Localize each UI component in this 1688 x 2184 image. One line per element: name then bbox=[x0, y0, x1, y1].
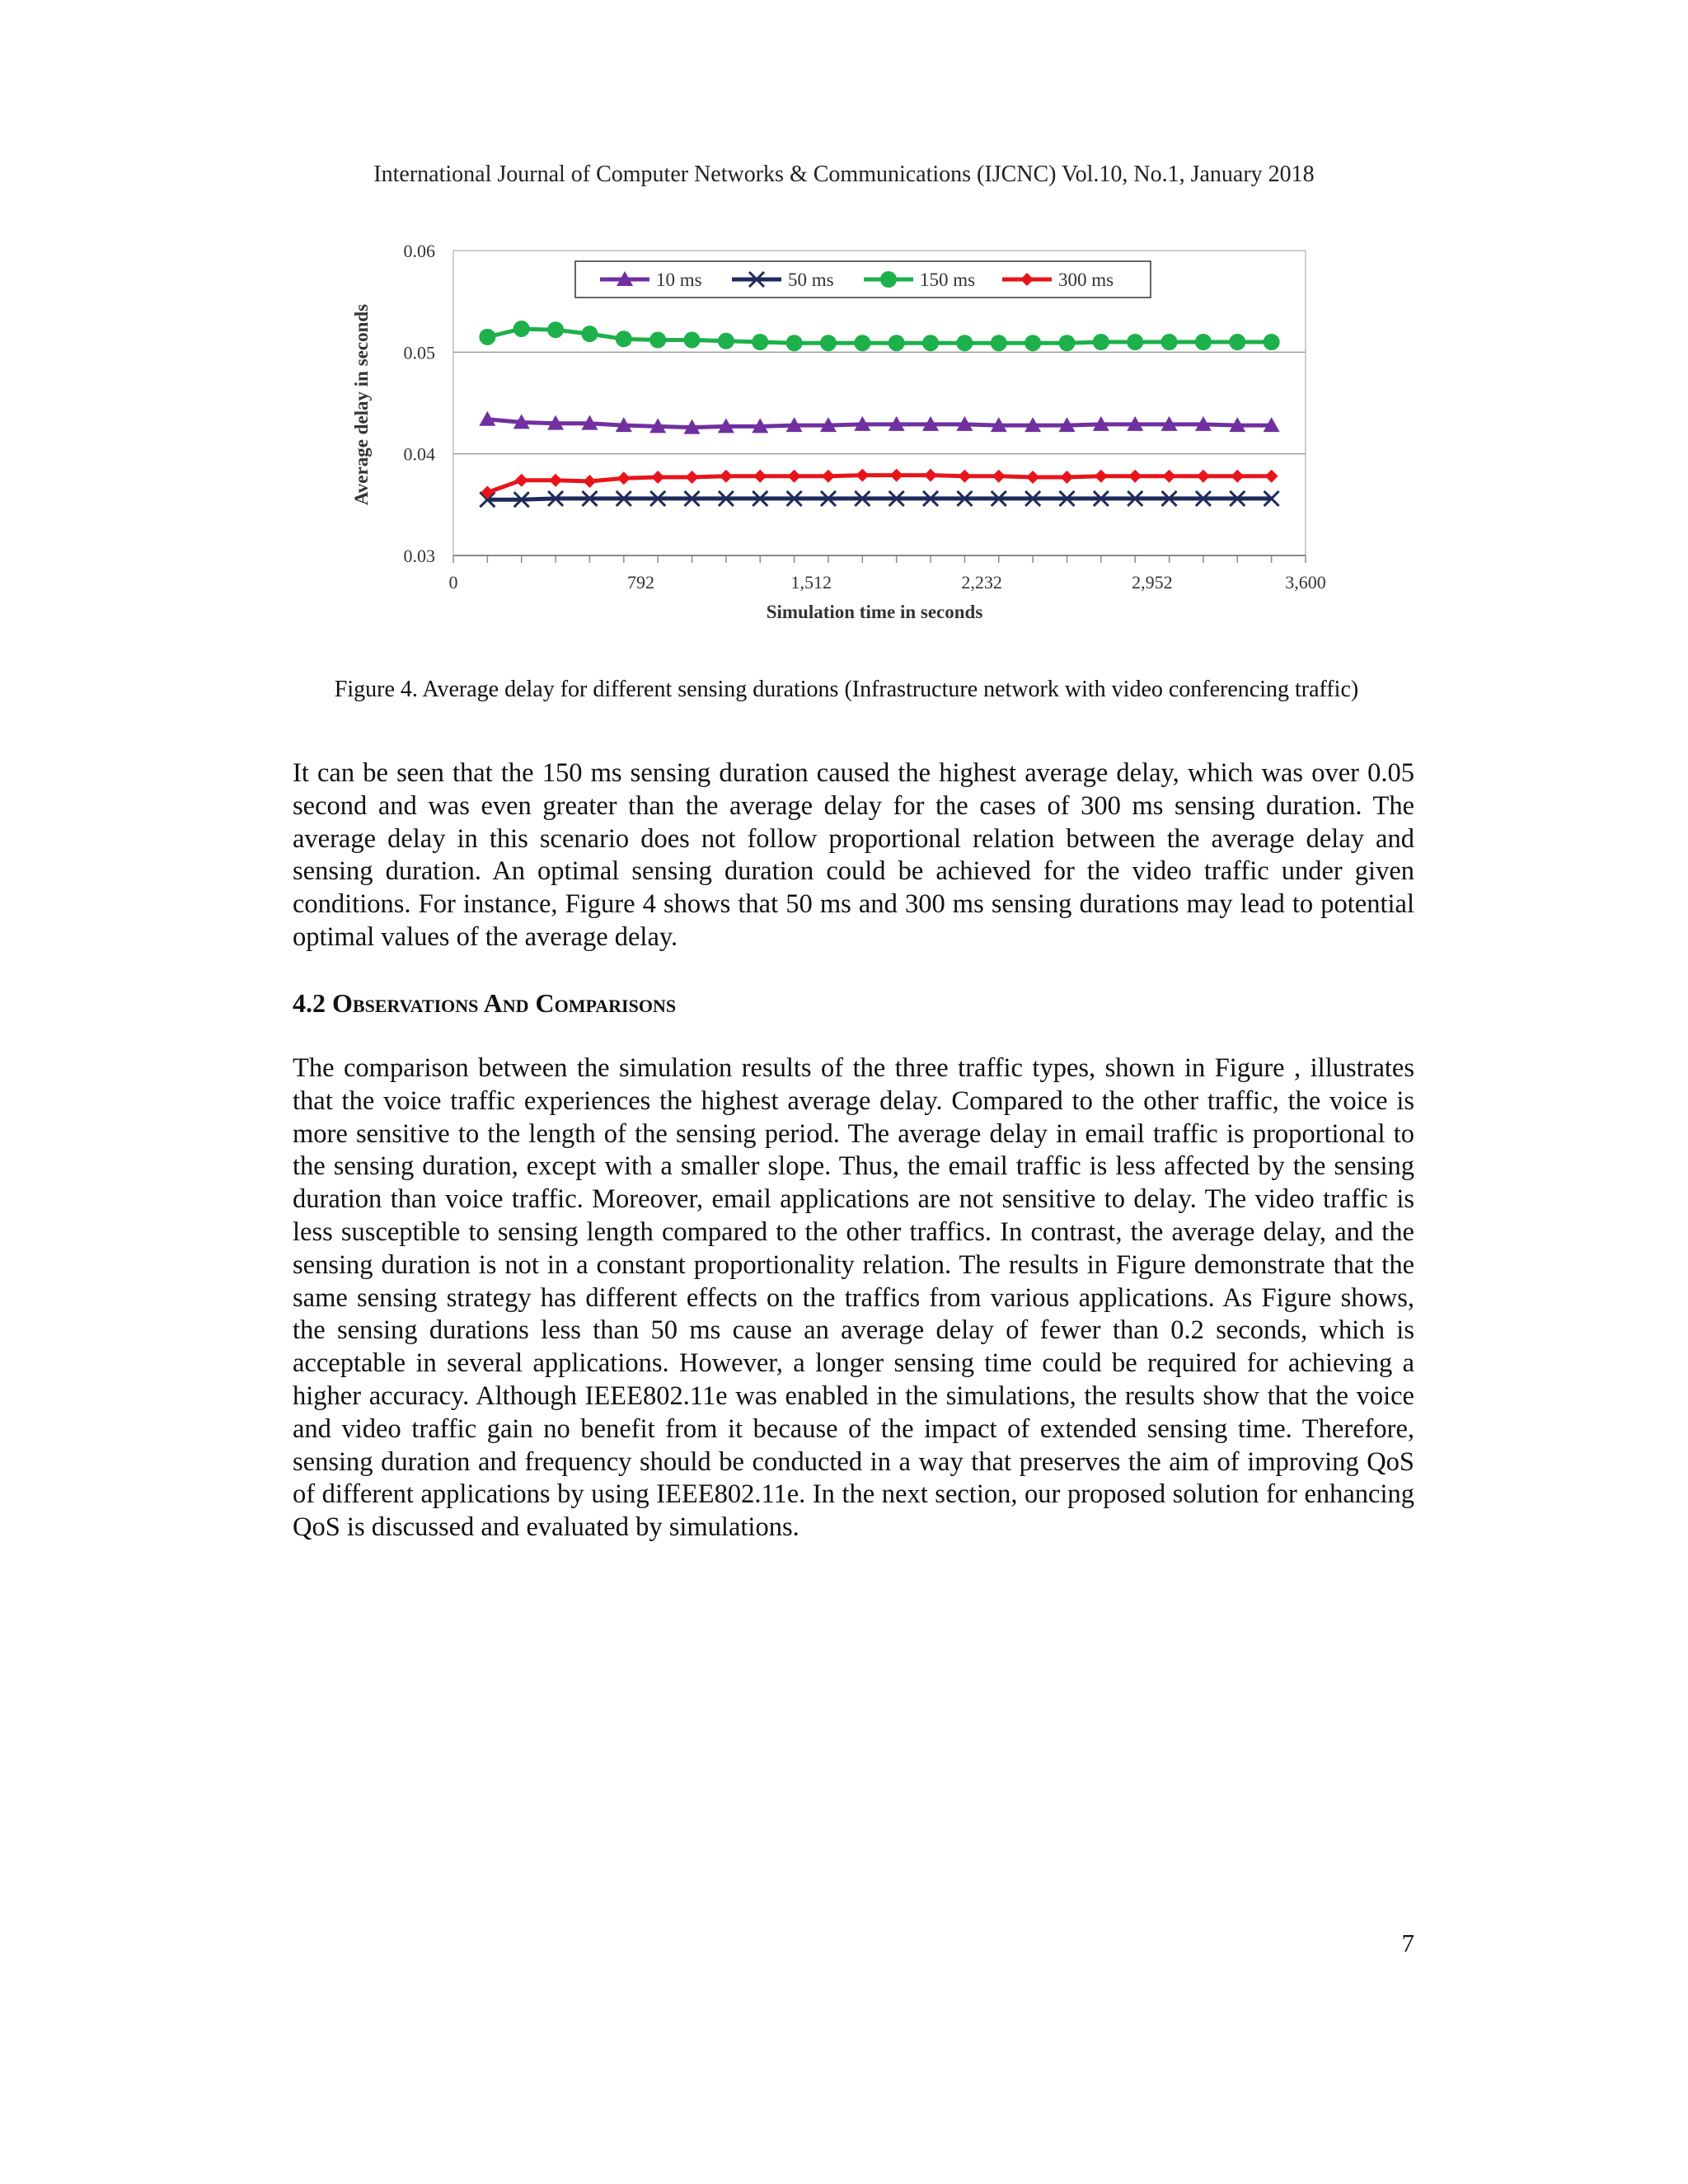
data-point-150-ms bbox=[547, 321, 564, 338]
page-number: 7 bbox=[1401, 1929, 1414, 1957]
x-tick-label: 2,952 bbox=[1132, 572, 1173, 593]
legend-label: 300 ms bbox=[1058, 269, 1114, 290]
data-point-150-ms bbox=[1058, 335, 1075, 351]
legend-swatch-marker bbox=[880, 271, 897, 288]
legend-label: 10 ms bbox=[656, 269, 702, 290]
y-tick-label: 0.05 bbox=[403, 342, 435, 363]
x-tick-label: 1,512 bbox=[790, 572, 832, 593]
data-point-300-ms bbox=[1231, 470, 1244, 483]
data-point-300-ms bbox=[1095, 470, 1108, 483]
data-point-150-ms bbox=[649, 332, 666, 349]
data-point-150-ms bbox=[616, 330, 632, 347]
data-point-300-ms bbox=[890, 469, 903, 482]
data-point-150-ms bbox=[479, 329, 495, 345]
data-point-150-ms bbox=[889, 335, 905, 351]
data-point-300-ms bbox=[992, 470, 1006, 483]
y-tick-label: 0.06 bbox=[403, 241, 435, 261]
data-point-150-ms bbox=[956, 335, 973, 351]
paragraph-video-delay-analysis: It can be seen that the 150 ms sensing duration caused the highest average delay, which was over 0.05 second and was even greater than the average delay for the cases of 300 ms sensing duration. The average delay in this scenario does not follow proportional relation between the average delay and sensing duration. An optimal sensing duration could be achieved for the video traffic under given conditions. For instance, Figure 4 shows that 50 ms and 300 ms sensing durations may lead to potential optimal values of the average delay. bbox=[293, 758, 1414, 952]
data-point-300-ms bbox=[1060, 471, 1073, 484]
section-heading bbox=[293, 988, 676, 1019]
data-point-300-ms bbox=[924, 469, 937, 482]
legend-label: 50 ms bbox=[788, 269, 834, 290]
data-point-300-ms bbox=[1265, 470, 1278, 483]
data-point-300-ms bbox=[481, 486, 494, 499]
data-point-300-ms bbox=[686, 471, 699, 484]
x-axis-title: Simulation time in seconds bbox=[766, 602, 983, 622]
data-point-150-ms bbox=[1093, 334, 1109, 350]
x-tick-label: 0 bbox=[448, 572, 458, 593]
x-tick-label: 792 bbox=[626, 572, 654, 593]
series-line-10-ms bbox=[487, 419, 1271, 428]
data-point-150-ms bbox=[581, 326, 598, 342]
data-point-300-ms bbox=[617, 471, 631, 485]
series-line-150-ms bbox=[487, 329, 1271, 343]
x-tick-label: 2,232 bbox=[961, 572, 1002, 593]
data-point-300-ms bbox=[1163, 470, 1176, 483]
data-point-300-ms bbox=[753, 470, 767, 483]
data-point-300-ms bbox=[1128, 470, 1142, 483]
section-title: Observations And Comparisons bbox=[332, 988, 677, 1018]
running-header: International Journal of Computer Networks & Communications (IJCNC) Vol.10, No.1, January 2018 bbox=[373, 162, 1315, 187]
data-point-150-ms bbox=[786, 335, 803, 351]
figure-average-delay-chart bbox=[346, 232, 1329, 643]
section-number: 4.2 bbox=[293, 988, 326, 1018]
data-point-150-ms bbox=[684, 332, 701, 349]
data-point-300-ms bbox=[1197, 470, 1210, 483]
y-tick-label: 0.03 bbox=[403, 546, 435, 566]
legend-label: 150 ms bbox=[920, 269, 976, 290]
data-point-150-ms bbox=[752, 334, 768, 350]
data-point-150-ms bbox=[1229, 334, 1245, 350]
data-point-300-ms bbox=[822, 470, 835, 483]
data-point-300-ms bbox=[515, 474, 528, 487]
line-chart bbox=[346, 232, 1329, 643]
data-point-300-ms bbox=[549, 474, 562, 487]
data-point-150-ms bbox=[1025, 335, 1041, 351]
data-point-300-ms bbox=[651, 471, 664, 484]
data-point-300-ms bbox=[856, 469, 869, 482]
data-point-300-ms bbox=[720, 470, 733, 483]
data-point-300-ms bbox=[583, 475, 596, 488]
y-axis-title: Average delay in seconds bbox=[351, 303, 372, 506]
paragraph-observations: The comparison between the simulation results of the three traffic types, shown in Figure , illustrates that the voice traffic experiences the highest average delay. Compared to the other traffic, the voice is more sensitive to the length of the sensing period. The average delay in email traffic is proportional to the sensing duration, except with a smaller slope. Thus, the email traffic is less affected by the sensing duration than voice traffic. Moreover, email applications are not sensitive to delay. The video traffic is less susceptible to sensing length compared to the other traffics. In contrast, the average delay, and the sensing duration is not in a constant proportionality relation. The results in Figure demonstrate that the same sensing strategy has different effects on the traffics from various applications. As Figure shows, the sensing durations less than 50 ms cause an average delay of fewer than 0.2 seconds, which is acceptable in several applications. However, a longer sensing time could be required for achieving a higher accuracy. Although IEEE802.11e was enabled in the simulations, the results show that the voice and video traffic gain no benefit from it because of the impact of extended sensing time. Therefore, sensing duration and frequency should be conducted in a way that preserves the aim of improving QoS of different applications by using IEEE802.11e. In the next section, our proposed solution for enhancing QoS is discussed and evaluated by simulations. bbox=[293, 1053, 1414, 1543]
data-point-150-ms bbox=[718, 333, 734, 349]
data-point-150-ms bbox=[1195, 334, 1212, 350]
data-point-300-ms bbox=[1026, 471, 1039, 484]
data-point-150-ms bbox=[922, 335, 939, 351]
data-point-150-ms bbox=[1127, 334, 1143, 350]
data-point-300-ms bbox=[958, 470, 971, 483]
data-point-300-ms bbox=[788, 470, 801, 483]
data-point-150-ms bbox=[854, 335, 870, 351]
y-tick-label: 0.04 bbox=[403, 443, 435, 465]
data-point-150-ms bbox=[513, 321, 530, 337]
x-tick-label: 3,600 bbox=[1285, 572, 1326, 593]
data-point-150-ms bbox=[1264, 334, 1280, 350]
figure-caption: Figure 4. Average delay for different sensing durations (Infrastructure network with video conferencing traffic) bbox=[334, 677, 1359, 702]
series-line-300-ms bbox=[487, 476, 1271, 493]
data-point-150-ms bbox=[991, 335, 1007, 351]
data-point-150-ms bbox=[820, 335, 837, 351]
data-point-150-ms bbox=[1161, 334, 1178, 350]
